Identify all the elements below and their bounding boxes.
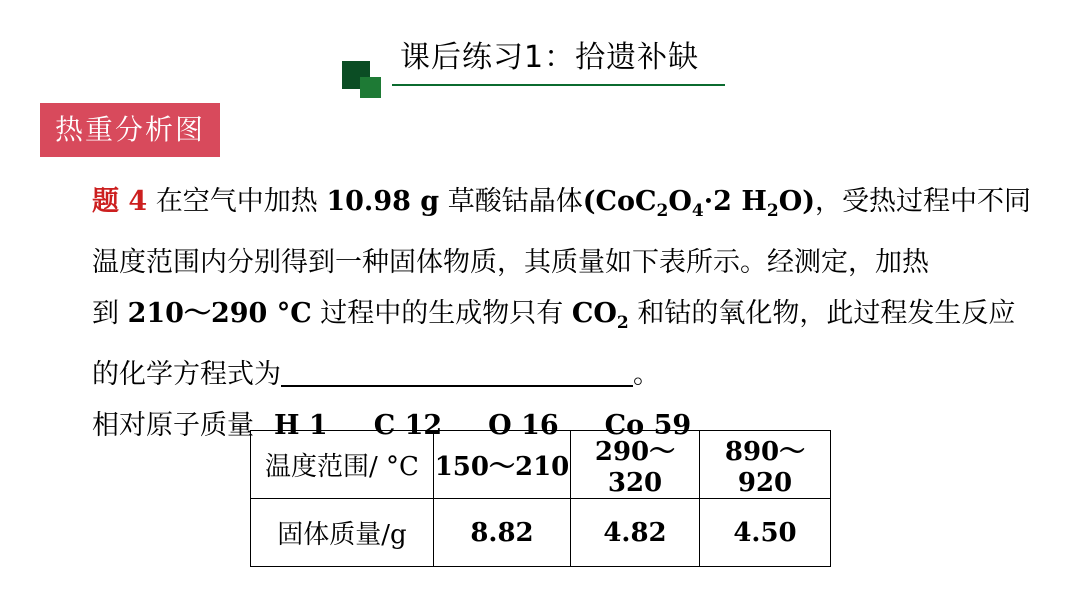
atomic-mass-c: C 12 [373,410,443,441]
text-segment: 过程中的生成物只有 [311,298,572,329]
table-header-cell: 150～210 [434,431,571,499]
table-cell: 4.82 [571,499,700,567]
text-segment: 。 [633,359,660,390]
table-cell: 固体质量/g [251,499,434,567]
mass-value: 10.98 g [326,186,440,217]
slide-header [342,28,732,103]
title-underline [392,84,725,86]
table-row [251,431,831,499]
section-badge: 热重分析图 [40,103,220,157]
text-segment: ，受热过程中不同 [815,186,1032,217]
table-header-cell: 890～920 [700,431,831,499]
problem-number: 题 4 [92,186,148,217]
problem-line-2: 温度范围内分别得到一种固体物质，其质量如下表所示。经测定，加热 [92,247,929,278]
answer-blank[interactable] [281,354,633,387]
text-segment: 的化学方程式为 [92,359,281,390]
atomic-mass-o: O 16 [488,410,559,441]
text-segment: 在空气中加热 [147,186,327,217]
table-row [251,499,831,567]
text-segment: 到 [92,298,128,329]
table-header-cell: 温度范围/ °C [251,431,434,499]
problem-line-4 [92,349,1052,400]
text-segment: 和钴的氧化物，此过程发生反应 [628,298,1016,329]
slide-title: 课后练习1：拾遗补缺 [400,40,700,75]
temperature-range: 210～290 °C [127,298,312,329]
decorative-square-light [360,77,381,98]
atomic-mass-h: H 1 [274,410,328,441]
problem-line-3 [92,288,1052,349]
chemical-formula: ($CoC_2O_4\cdot 2$ $H_2O$) [582,186,816,221]
text-segment: 草酸钴晶体 [439,186,583,217]
co2-formula: $CO_2$ [571,298,629,333]
table-cell: 4.50 [700,499,831,567]
problem-text [92,176,1052,451]
atomic-mass-label: 相对原子质量 [92,410,254,441]
table-cell: 8.82 [434,499,571,567]
table-header-cell: 290～320 [571,431,700,499]
atomic-mass-co: Co 59 [604,410,692,441]
problem-line-1 [92,176,1052,237]
mass-table [250,430,831,567]
